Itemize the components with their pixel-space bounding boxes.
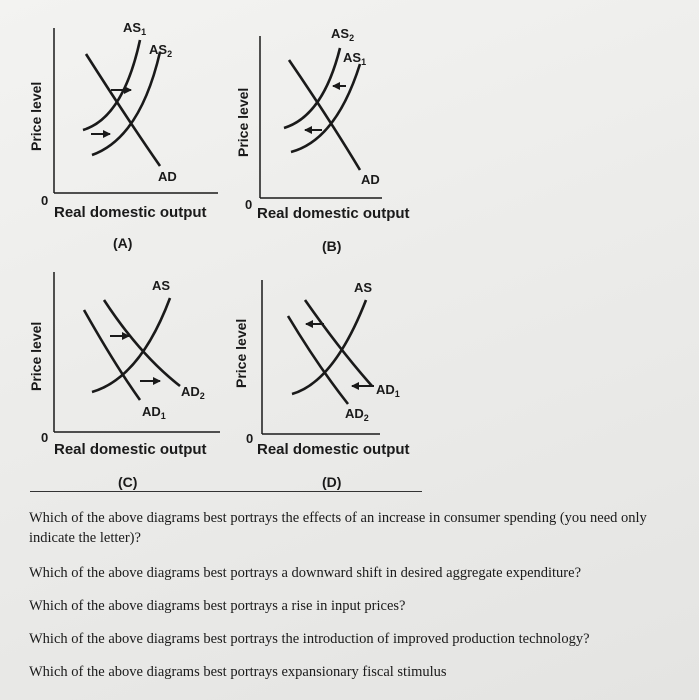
curve-label-ad: AD — [158, 169, 177, 184]
curve-label-ad2: $AD_2$ — [345, 406, 369, 423]
x-axis-label: Real domestic output — [54, 441, 207, 458]
curve-label-ad2: $AD_2$ — [181, 384, 205, 401]
x-axis-label: Real domestic output — [54, 204, 207, 221]
origin-label: 0 — [245, 197, 253, 212]
question-5: Which of the above diagrams best portrays expansionary fiscal stimulus — [29, 664, 447, 680]
y-axis-label: Price level — [233, 318, 249, 388]
curve-label-as1: $AS_1$ — [343, 50, 367, 67]
diagram-caption: (C) — [118, 474, 138, 490]
diagram-caption: (A) — [113, 235, 133, 251]
curve-label-ad1: $AD_1$ — [142, 404, 166, 421]
y-axis-label: Price level — [28, 81, 44, 151]
x-axis-label: Real domestic output — [257, 205, 410, 222]
diagram-caption: (D) — [322, 474, 342, 490]
y-axis-label: Price level — [28, 321, 44, 391]
x-axis-label: Real domestic output — [257, 441, 410, 458]
curve-label-as1: $AS_1$ — [123, 20, 147, 37]
curve-label-as: AS — [152, 278, 171, 293]
origin-label: 0 — [41, 193, 49, 208]
diagram-d-graphic — [0, 0, 450, 500]
y-axis-label: Price level — [235, 87, 251, 157]
curve-label-as: AS — [354, 280, 373, 295]
question-3: Which of the above diagrams best portrays a rise in input prices? — [29, 598, 406, 614]
ad2-curve — [288, 316, 348, 404]
section-divider — [30, 491, 422, 492]
curve-label-as2: $AS_2$ — [331, 26, 355, 43]
origin-label: 0 — [41, 430, 49, 445]
question-4: Which of the above diagrams best portrays the introduction of improved production technology? — [29, 631, 590, 647]
curve-label-as2: $AS_2$ — [149, 42, 173, 59]
question-1: Which of the above diagrams best portrays the effects of an increase in consumer spending (you need only indicate the letter)? — [29, 510, 647, 546]
diagram-caption: (B) — [322, 238, 342, 254]
curve-label-ad: AD — [361, 172, 380, 187]
curve-label-ad1: $AD_1$ — [376, 382, 400, 399]
question-2: Which of the above diagrams best portrays a downward shift in desired aggregate expenditure? — [29, 565, 582, 581]
diagram-d — [0, 0, 450, 500]
origin-label: 0 — [246, 431, 254, 446]
